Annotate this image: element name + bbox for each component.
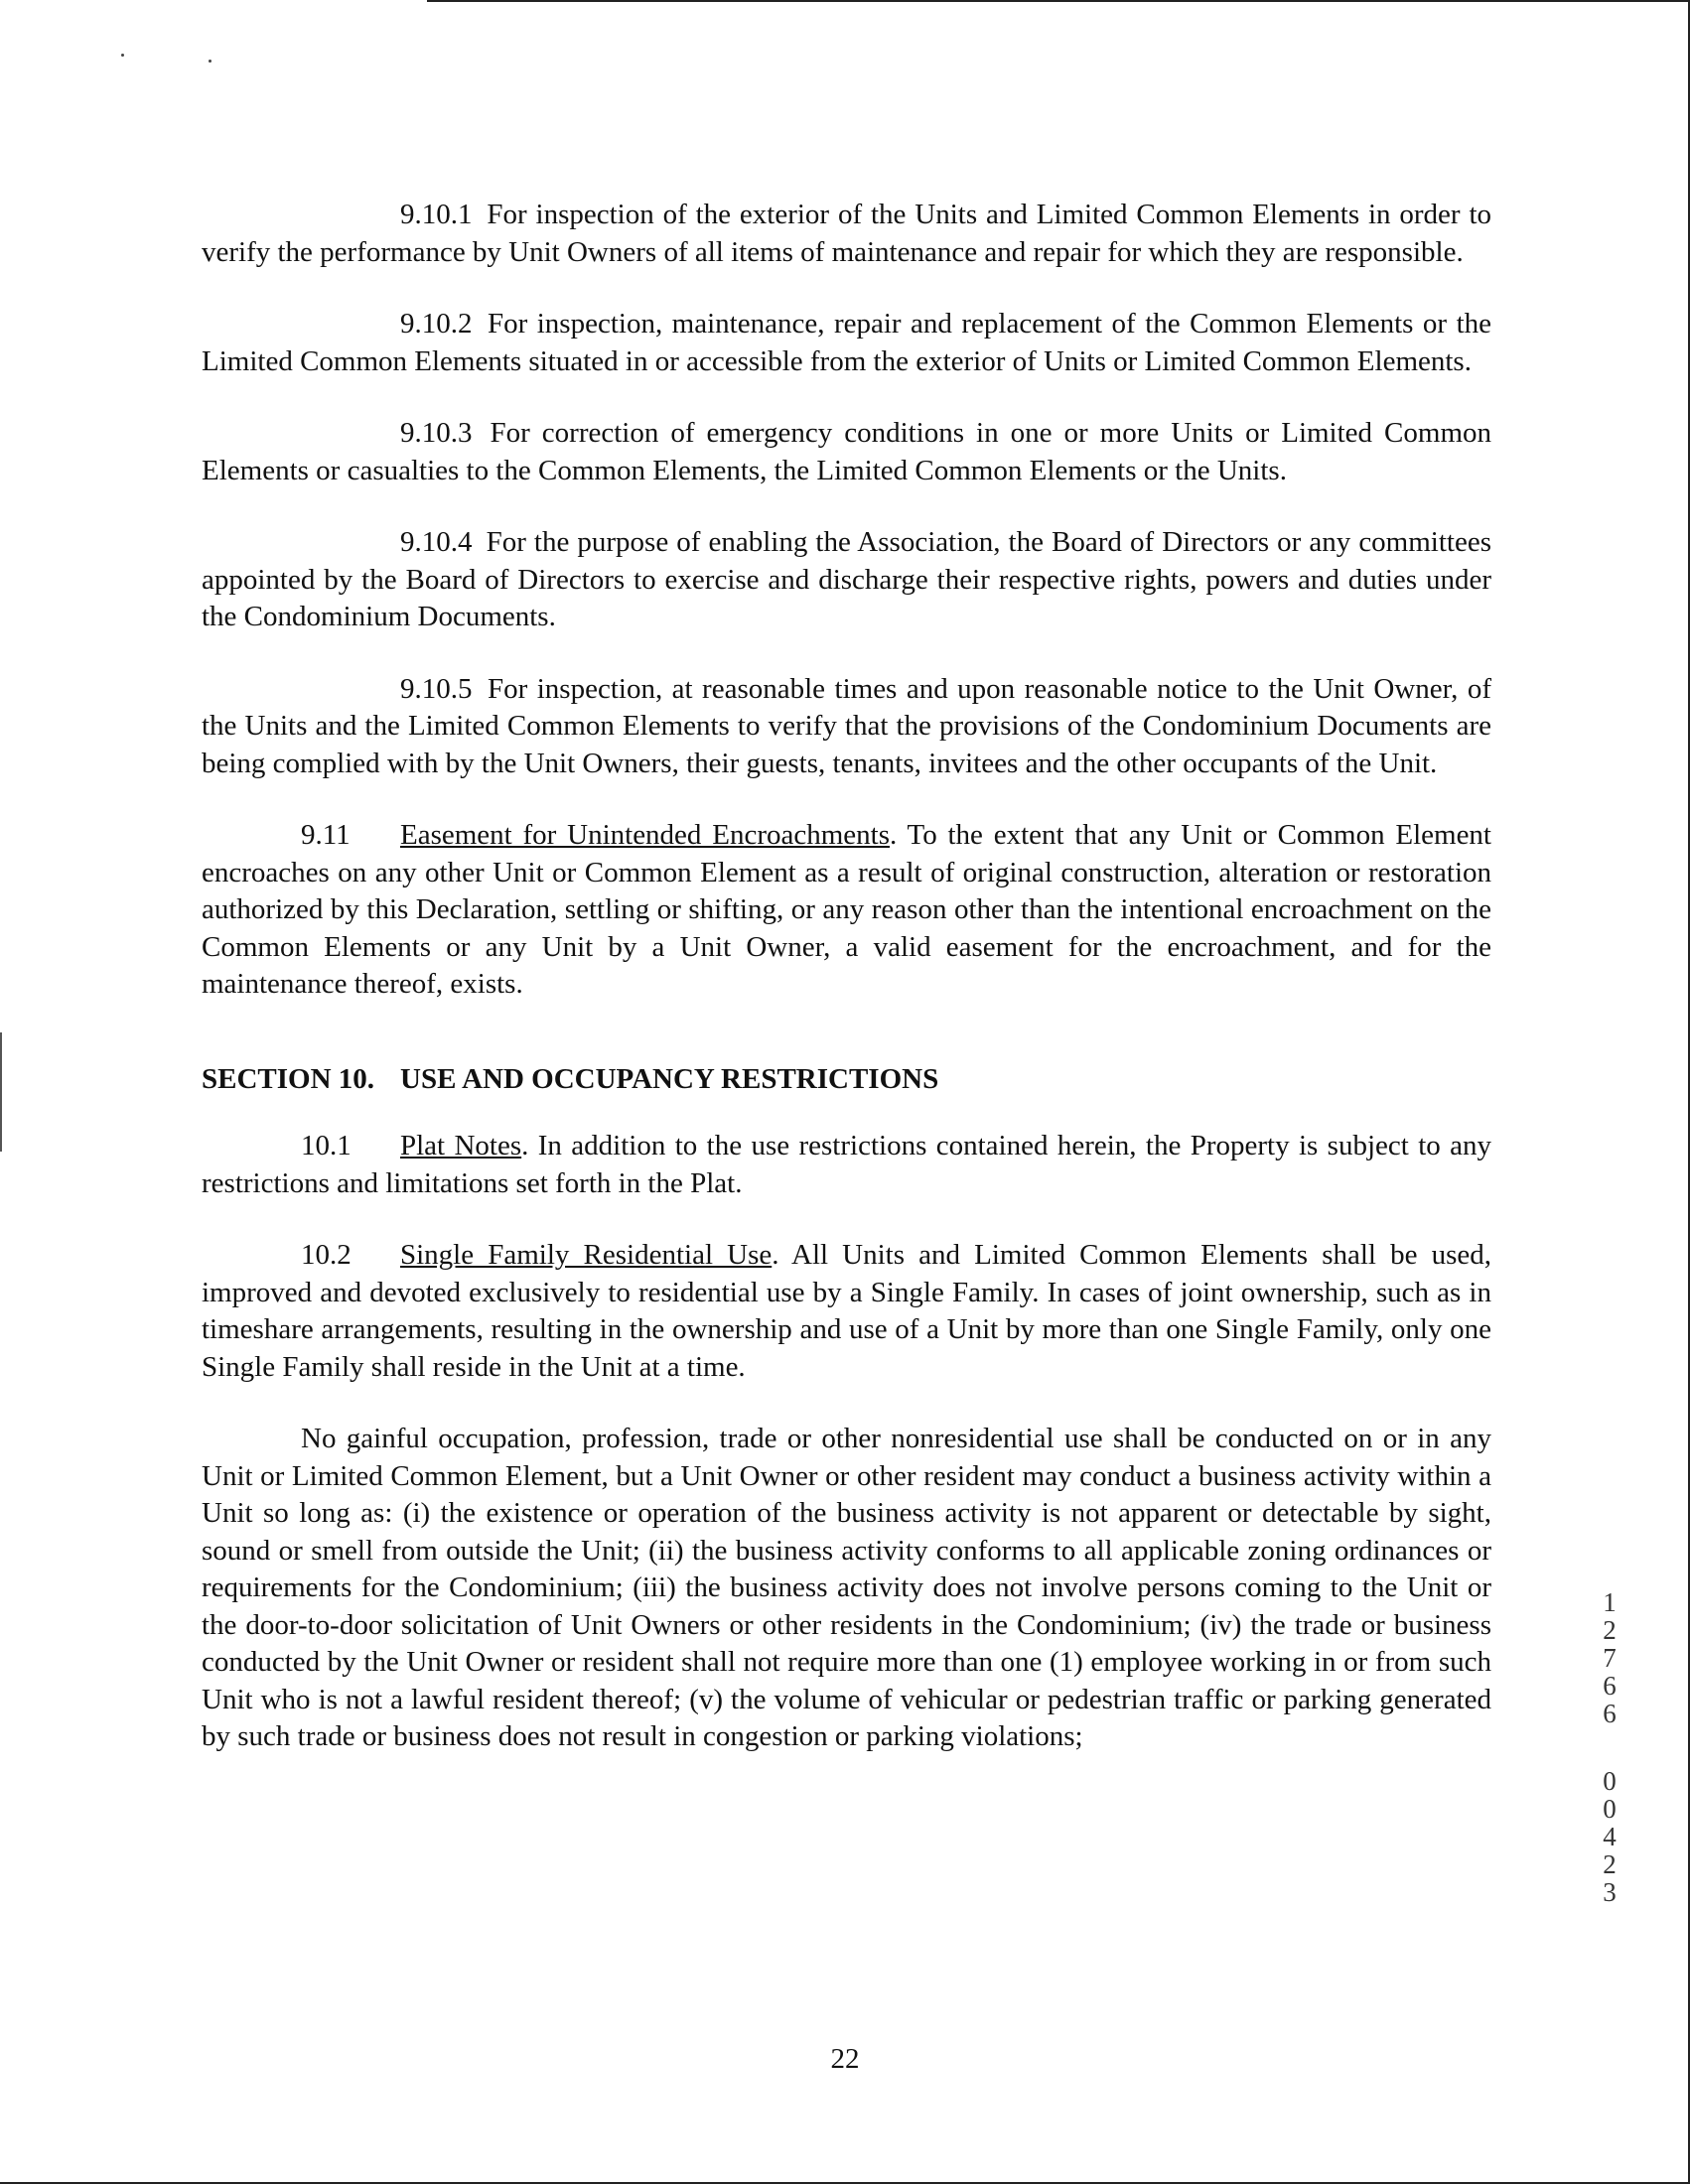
paragraph-text: For inspection, maintenance, repair and replacement of the Common Elements or the Limited Common Elements situated in or accessible from the exterior of Units or Limited Common Elements. (202, 308, 1492, 377)
paragraph-text: For inspection of the exterior of the Units and Limited Common Elements in order to verify the performance by Unit Owners of all items of maintenance and repair for which they are responsible. (202, 199, 1492, 268)
paragraph-text: For correction of emergency conditions in one or more Units or Limited Common Elements or casualties to the Common Elements, the Limited Common Elements or the Units. (202, 417, 1492, 486)
document-body (202, 197, 1491, 1756)
paragraph-10-2 (202, 1237, 1491, 1386)
paragraph-number: 9.11 (301, 819, 351, 851)
paragraph-text: For the purpose of enabling the Association, the Board of Directors or any committees appointed by the Board of Directors to exercise and discharge their respective rights, powers and duties under the Condominium Documents. (202, 526, 1491, 632)
paragraph-title: Single Family Residential Use (400, 1239, 773, 1271)
scan-speck (121, 54, 124, 57)
section-title: USE AND OCCUPANCY RESTRICTIONS (400, 1062, 939, 1095)
recording-stamp (1595, 1588, 1624, 1906)
paragraph-9-10-1 (202, 197, 1491, 271)
paragraph-number: 9.10.2 (400, 308, 473, 340)
stamp-digit: 3 (1603, 1877, 1617, 1907)
page-number: 22 (830, 2043, 860, 2075)
paragraph-9-10-5 (202, 671, 1491, 783)
paragraph-text: For inspection, at reasonable times and upon reasonable notice to the Unit Owner, of the Units and the Limited Common Elements to verify that the provisions of the Condominium Documents are being complied with by the Unit Owners, their guests, tenants, invitees and the other occupants of the Unit. (202, 672, 1492, 779)
scan-left-mark (0, 1032, 2, 1152)
paragraph-9-10-2 (202, 306, 1491, 380)
stamp-digit: 2 (1603, 1849, 1617, 1879)
paragraph-text: No gainful occupation, profession, trade or other nonresidential use shall be conducted on or in any Unit or Limited Common Element, but a Unit Owner or other resident may conduct a business activity within a Unit so long as: (i) the existence or operation of the business activity is not apparent or detectable by sight, sound or smell from outside the Unit; (ii) the business activity conforms to all applicable zoning ordinances or requirements for the Condominium; (iii) the business activity does not involve persons coming to the Unit or the door-to-door solicitation of Unit Owners or other residents in the Condominium; (iv) the trade or business conducted by the Unit Owner or resident shall not require more than one (1) employee working in or from such Unit who is not a lawful resident thereof; (v) the volume of vehicular or pedestrian traffic or parking generated by such trade or business does not result in congestion or parking violations; (202, 1423, 1491, 1752)
paragraph-text: . In addition to the use restrictions contained herein, the Property is subject to any restrictions and limitations set forth in the Plat. (202, 1130, 1491, 1199)
paragraph-number: 10.1 (301, 1130, 352, 1161)
paragraph-number: 9.10.3 (400, 417, 473, 449)
stamp-digit: 4 (1603, 1822, 1617, 1851)
scan-border-top (427, 0, 1690, 2)
paragraph-number: 9.10.1 (400, 199, 473, 230)
paragraph-text: . All Units and Limited Common Elements shall be used, improved and devoted exclusively to residential use by a Single Family. In cases of joint ownership, such as in timeshare arrangements, resulting in the ownership and use of a Unit by more than one Single Family, only one Single Family shall reside in the Unit at a time. (202, 1239, 1491, 1383)
stamp-digit: 0 (1603, 1794, 1617, 1824)
section-number: SECTION 10. (202, 1062, 375, 1095)
paragraph-10-1 (202, 1128, 1491, 1202)
paragraph-text: . To the extent that any Unit or Common Element encroaches on any other Unit or Common Element as a result of original construction, alteration or restoration authorized by this Declaration, settling or shifting, or any reason other than the intentional encroachment on the Common Elements or any Unit by a Unit Owner, a valid easement for the encroachment, and for the maintenance thereof, exists. (202, 819, 1491, 1000)
paragraph-number: 9.10.4 (400, 526, 473, 558)
paragraph-title: Plat Notes (400, 1130, 522, 1161)
stamp-digit: 7 (1603, 1643, 1617, 1673)
paragraph-number: 9.10.5 (400, 672, 473, 705)
paragraph-number: 10.2 (301, 1239, 352, 1271)
scan-speck (209, 60, 211, 63)
section-heading (202, 1061, 1491, 1099)
paragraph-9-10-3 (202, 415, 1491, 489)
stamp-digit: 6 (1603, 1699, 1617, 1728)
stamp-digit: 0 (1603, 1766, 1617, 1796)
paragraph-9-10-4 (202, 524, 1491, 636)
paragraph-9-11 (202, 817, 1491, 1004)
stamp-digit: 1 (1603, 1587, 1617, 1617)
paragraph-10-2-business-use (202, 1421, 1491, 1756)
paragraph-title: Easement for Unintended Encroachments (400, 819, 890, 851)
stamp-digit: 6 (1603, 1671, 1617, 1701)
stamp-digit: 2 (1603, 1615, 1617, 1645)
